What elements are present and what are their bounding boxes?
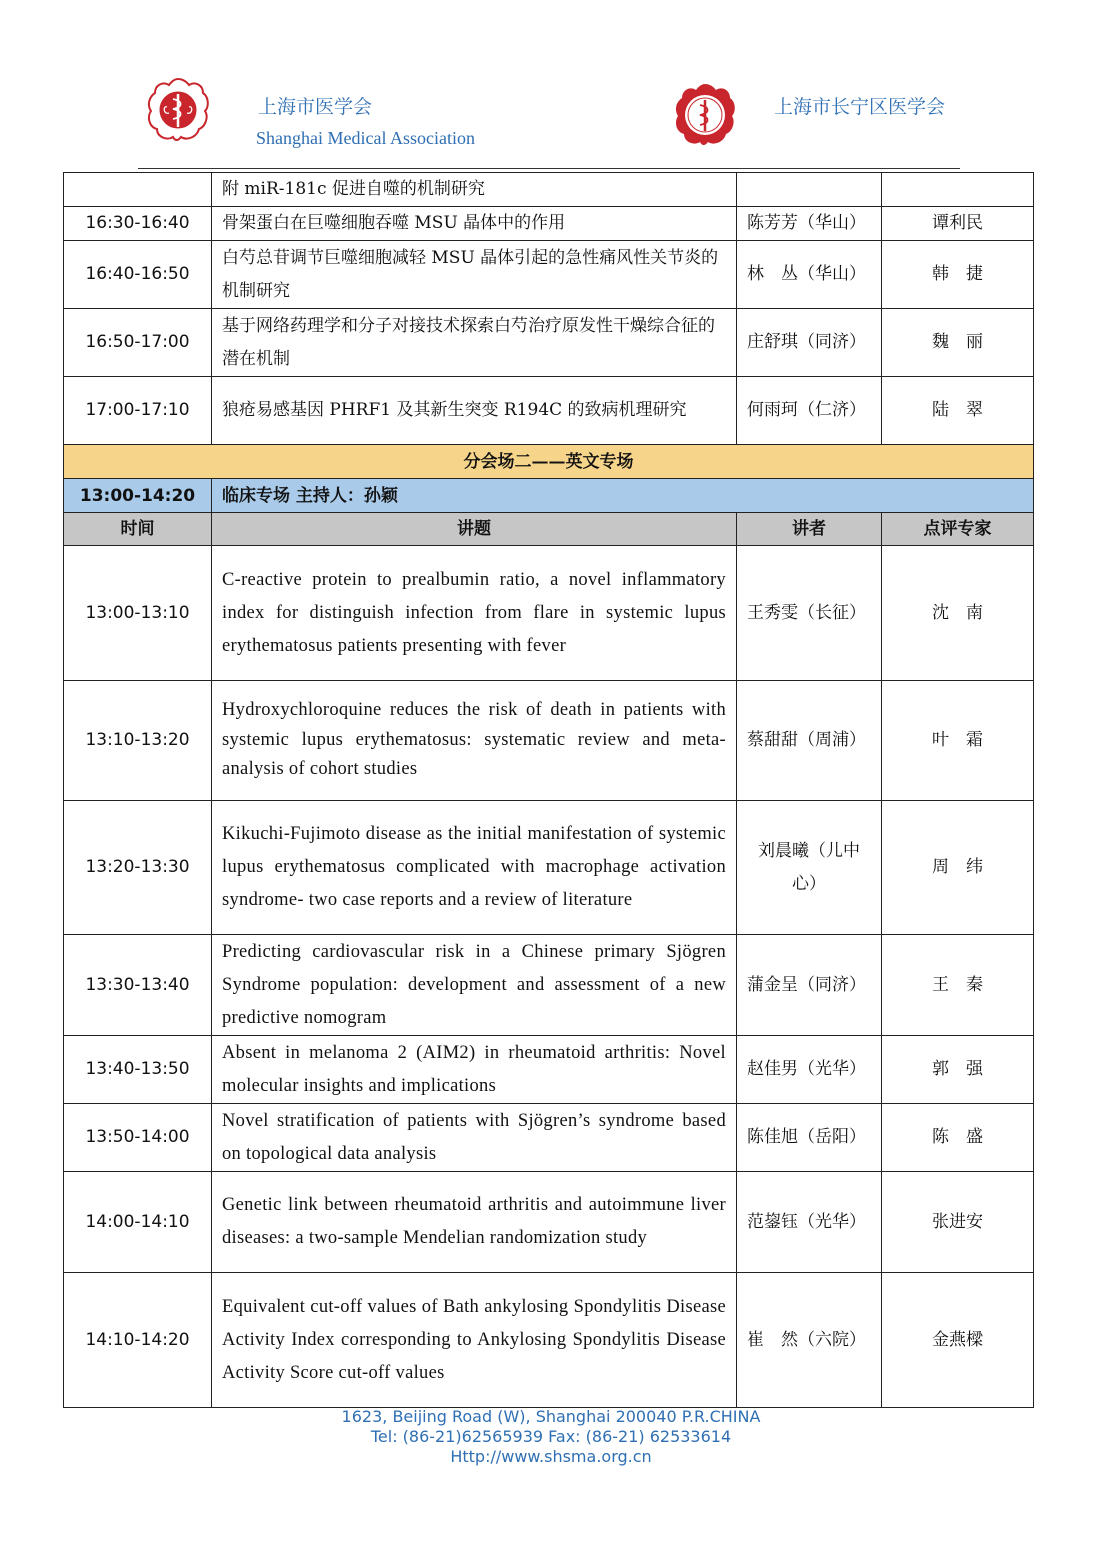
schedule-table xyxy=(63,172,1034,1408)
time-cell: 13:00-13:10 xyxy=(64,546,212,681)
speaker-cell: 崔 然（六院） xyxy=(737,1273,882,1408)
time-cell: 13:50-14:00 xyxy=(64,1104,212,1172)
topic-cell: C-reactive protein to prealbumin ratio, a novel inflammatory index for distinguish infection from flare in systemic lupus erythematosus patients presenting with fever xyxy=(212,546,737,681)
topic-cell: Novel stratification of patients with Sjögren’s syndrome based on topological data analysis xyxy=(212,1104,737,1172)
time-cell: 13:20-13:30 xyxy=(64,801,212,935)
letterhead xyxy=(0,0,1102,172)
reviewer-cell: 陆 翠 xyxy=(882,377,1034,445)
topic-cell: Genetic link between rheumatoid arthritis and autoimmune liver diseases: a two-sample Mendelian randomization study xyxy=(212,1172,737,1273)
time-cell: 13:10-13:20 xyxy=(64,681,212,801)
subsession-title: 临床专场 主持人：孙颖 xyxy=(212,479,1034,513)
time-cell: 13:30-13:40 xyxy=(64,935,212,1036)
session-title: 分会场二——英文专场 xyxy=(64,445,1034,479)
column-header-topic: 讲题 xyxy=(212,513,737,546)
time-cell: 16:50-17:00 xyxy=(64,309,212,377)
topic-cell: 白芍总苷调节巨噬细胞减轻 MSU 晶体引起的急性痛风性关节炎的机制研究 xyxy=(212,241,737,309)
table-row xyxy=(64,377,1034,445)
topic-cell: Absent in melanoma 2 (AIM2) in rheumatoid arthritis: Novel molecular insights and implications xyxy=(212,1036,737,1104)
reviewer-cell: 魏 丽 xyxy=(882,309,1034,377)
reviewer-cell: 叶 霜 xyxy=(882,681,1034,801)
footer-contact: Tel: (86-21)62565939 Fax: (86-21) 62533614 xyxy=(370,1427,732,1446)
speaker-cell: 庄舒琪（同济） xyxy=(737,309,882,377)
topic-cell: 基于网络药理学和分子对接技术探索白芍治疗原发性干燥综合征的潜在机制 xyxy=(212,309,737,377)
time-cell: 14:00-14:10 xyxy=(64,1172,212,1273)
subsession-time: 13:00-14:20 xyxy=(64,479,212,513)
subsession-header-row xyxy=(64,479,1034,513)
table-row xyxy=(64,546,1034,681)
schedule-top-body xyxy=(64,173,1034,1408)
reviewer-cell xyxy=(882,173,1034,207)
reviewer-cell: 张进安 xyxy=(882,1172,1034,1273)
shanghai-medical-association-emblem-icon xyxy=(145,77,211,143)
table-row xyxy=(64,173,1034,207)
speaker-cell: 刘晨曦（儿中心） xyxy=(737,801,882,935)
time-cell: 17:00-17:10 xyxy=(64,377,212,445)
table-row xyxy=(64,935,1034,1036)
reviewer-cell: 周 纬 xyxy=(882,801,1034,935)
table-row xyxy=(64,207,1034,241)
column-header-speaker: 讲者 xyxy=(737,513,882,546)
topic-cell: Kikuchi-Fujimoto disease as the initial manifestation of systemic lupus erythematosus complicated with macrophage activation syndrome- two case reports and a review of literature xyxy=(212,801,737,935)
table-row xyxy=(64,1104,1034,1172)
table-row xyxy=(64,1172,1034,1273)
table-row xyxy=(64,1036,1034,1104)
time-cell xyxy=(64,173,212,207)
topic-cell: Hydroxychloroquine reduces the risk of death in patients with systemic lupus erythematosus: systematic review and meta-analysis of cohort studies xyxy=(212,681,737,801)
speaker-cell: 蔡甜甜（周浦） xyxy=(737,681,882,801)
speaker-cell: 王秀雯（长征） xyxy=(737,546,882,681)
topic-cell: 骨架蛋白在巨噬细胞吞噬 MSU 晶体中的作用 xyxy=(212,207,737,241)
time-cell: 16:40-16:50 xyxy=(64,241,212,309)
time-cell: 13:40-13:50 xyxy=(64,1036,212,1104)
changning-medical-association-emblem-icon xyxy=(672,82,738,148)
column-header-row xyxy=(64,513,1034,546)
reviewer-cell: 谭利民 xyxy=(882,207,1034,241)
left-org-name-en: Shanghai Medical Association xyxy=(256,128,475,148)
speaker-cell: 范鋆钰（光华） xyxy=(737,1172,882,1273)
time-cell: 14:10-14:20 xyxy=(64,1273,212,1408)
reviewer-cell: 沈 南 xyxy=(882,546,1034,681)
footer-address: 1623, Beijing Road (W), Shanghai 200040 P.R.CHINA xyxy=(341,1407,761,1426)
topic-cell: Equivalent cut-off values of Bath ankylosing Spondylitis Disease Activity Index corresponding to Ankylosing Spondylitis Disease Activity Score cut-off values xyxy=(212,1273,737,1408)
left-org-name-cn: 上海市医学会 xyxy=(258,97,373,118)
reviewer-cell: 王 秦 xyxy=(882,935,1034,1036)
header-divider xyxy=(138,168,960,169)
speaker-cell: 何雨珂（仁济） xyxy=(737,377,882,445)
speaker-cell: 林 丛（华山） xyxy=(737,241,882,309)
table-row xyxy=(64,1273,1034,1408)
table-row xyxy=(64,801,1034,935)
topic-cell: 附 miR-181c 促进自噬的机制研究 xyxy=(212,173,737,207)
table-row xyxy=(64,681,1034,801)
speaker-cell: 蒲金呈（同济） xyxy=(737,935,882,1036)
speaker-cell: 陈佳旭（岳阳） xyxy=(737,1104,882,1172)
reviewer-cell: 金燕樑 xyxy=(882,1273,1034,1408)
column-header-time: 时间 xyxy=(64,513,212,546)
reviewer-cell: 韩 捷 xyxy=(882,241,1034,309)
column-header-reviewer: 点评专家 xyxy=(882,513,1034,546)
speaker-cell: 陈芳芳（华山） xyxy=(737,207,882,241)
reviewer-cell: 郭 强 xyxy=(882,1036,1034,1104)
right-org-name-cn: 上海市长宁区医学会 xyxy=(774,97,946,118)
table-row xyxy=(64,241,1034,309)
table-row xyxy=(64,309,1034,377)
speaker-cell: 赵佳男（光华） xyxy=(737,1036,882,1104)
footer-website: Http://www.shsma.org.cn xyxy=(450,1447,652,1466)
topic-cell: Predicting cardiovascular risk in a Chinese primary Sjögren Syndrome population: development and assessment of a new predictive nomogram xyxy=(212,935,737,1036)
letterhead-footer xyxy=(0,1407,1102,1467)
time-cell: 16:30-16:40 xyxy=(64,207,212,241)
speaker-cell xyxy=(737,173,882,207)
session-header-row xyxy=(64,445,1034,479)
topic-cell: 狼疮易感基因 PHRF1 及其新生突变 R194C 的致病机理研究 xyxy=(212,377,737,445)
reviewer-cell: 陈 盛 xyxy=(882,1104,1034,1172)
